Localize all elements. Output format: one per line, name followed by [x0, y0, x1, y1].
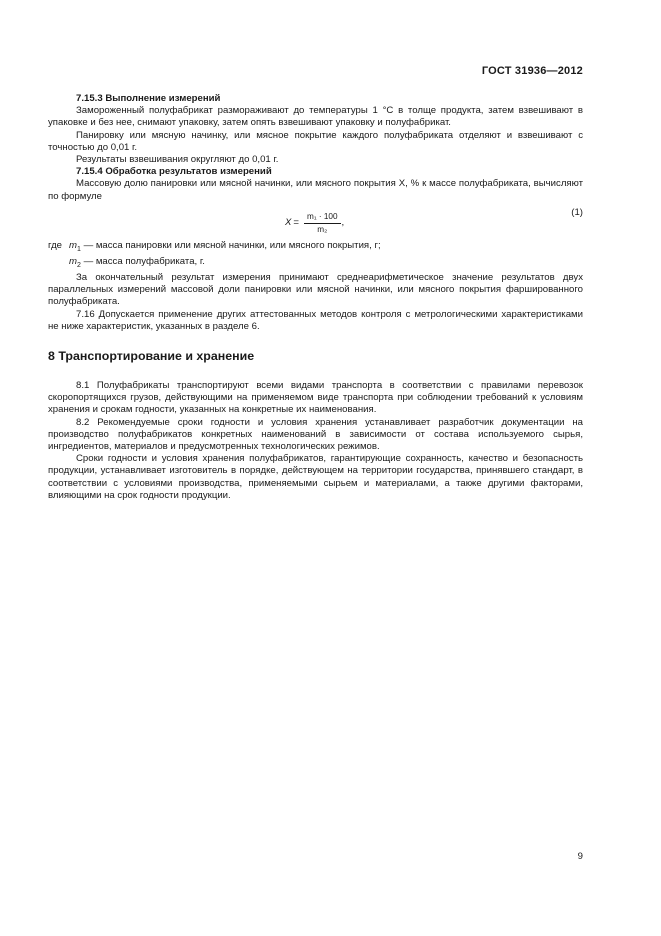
- formula-expression: [285, 212, 344, 235]
- page-number: 9: [577, 851, 583, 862]
- where-row-m1: [48, 240, 583, 256]
- where-lead: где: [48, 239, 63, 251]
- paragraph-7-15-4-final: За окончательный результат измерения принимают среднеарифметическое значение результатов двух параллельных измерений массовой доли панировки или мясной начинки, или мясного покрытия фаршированного полуфабриката.: [48, 272, 583, 308]
- formula-denominator: m₂: [317, 224, 328, 234]
- formula-numerator: m₁ · 100: [304, 212, 341, 224]
- formula-equals: =: [293, 217, 300, 229]
- paragraph-7-15-3-1: Замороженный полуфабрикат размораживают до температуры 1 °С в толще продукта, затем взвешивают в упаковке и без нее, снимают упаковку, затем опять взвешивают упаковку и полуфабрикат.: [48, 105, 583, 129]
- where-text: — масса панировки или мясной начинки, или мясного покрытия, г;: [80, 239, 381, 251]
- paragraph-7-16: 7.16 Допускается применение других аттестованных методов контроля с метрологическими характеристиками не ниже характеристик, указанных в разделе 6.: [48, 308, 583, 332]
- formula-1: [48, 205, 583, 239]
- where-definition: [69, 256, 205, 272]
- page-content: [48, 93, 583, 502]
- paragraph-7-15-4-intro: Массовую долю панировки или мясной начинки, или мясного покрытия X, % к массе полуфабриката, вычисляют по формуле: [48, 178, 583, 202]
- where-text: — масса полуфабриката, г.: [80, 255, 205, 267]
- where-symbol: $m_2$: [69, 255, 81, 269]
- where-symbol: $m_1$: [69, 239, 81, 253]
- paragraph-8-1: 8.1 Полуфабрикаты транспортируют всеми видами транспорта в соответствии с правилами перевозок скоропортящихся грузов, действующими на применяемом виде транспорта при соблюдении требований к условиям хранения и срокам годности, указанных на конкретные их наименования.: [48, 380, 583, 416]
- paragraph-8-3: Сроки годности и условия хранения полуфабрикатов, гарантирующие сохранность, качество и безопасность продукции, устанавливает изготовитель в порядке, действующем на территории государства, принявшего стандарт, в соответствии с условиями производства, применяемыми сырьем и материалами, а также другими факторами, влияющими на срок годности продукции.: [48, 453, 583, 501]
- formula-lhs: X: [285, 217, 292, 229]
- paragraph-7-15-3-2: Панировку или мясную начинку, или мясное покрытие каждого полуфабриката отделяют и взвешивают с точностью до 0,01 г.: [48, 129, 583, 153]
- where-definition: [69, 240, 381, 256]
- subsection-title-7-15-3: 7.15.3 Выполнение измерений: [76, 93, 221, 104]
- formula-trailing-comma: ,: [341, 217, 345, 229]
- formula-number: (1): [571, 206, 583, 218]
- subsection-title-7-15-4: 7.15.4 Обработка результатов измерений: [76, 166, 272, 178]
- formula-fraction: [304, 212, 341, 235]
- where-lead: [48, 256, 69, 272]
- paragraph-7-15-3-3: Результаты взвешивания округляют до 0,01 г.: [76, 154, 279, 166]
- where-row-m2: [48, 256, 583, 272]
- standard-code-header: ГОСТ 31936—2012: [481, 65, 583, 77]
- paragraph-8-2: 8.2 Рекомендуемые сроки годности и условия хранения устанавливает разработчик документации на производство полуфабрикатов конкретных наименований в зависимости от состава используемого сырья, ингредиентов, материалов и предусмотренных технологических режимов.: [48, 416, 583, 453]
- section-title-8: 8 Транспортирование и хранение: [48, 349, 255, 364]
